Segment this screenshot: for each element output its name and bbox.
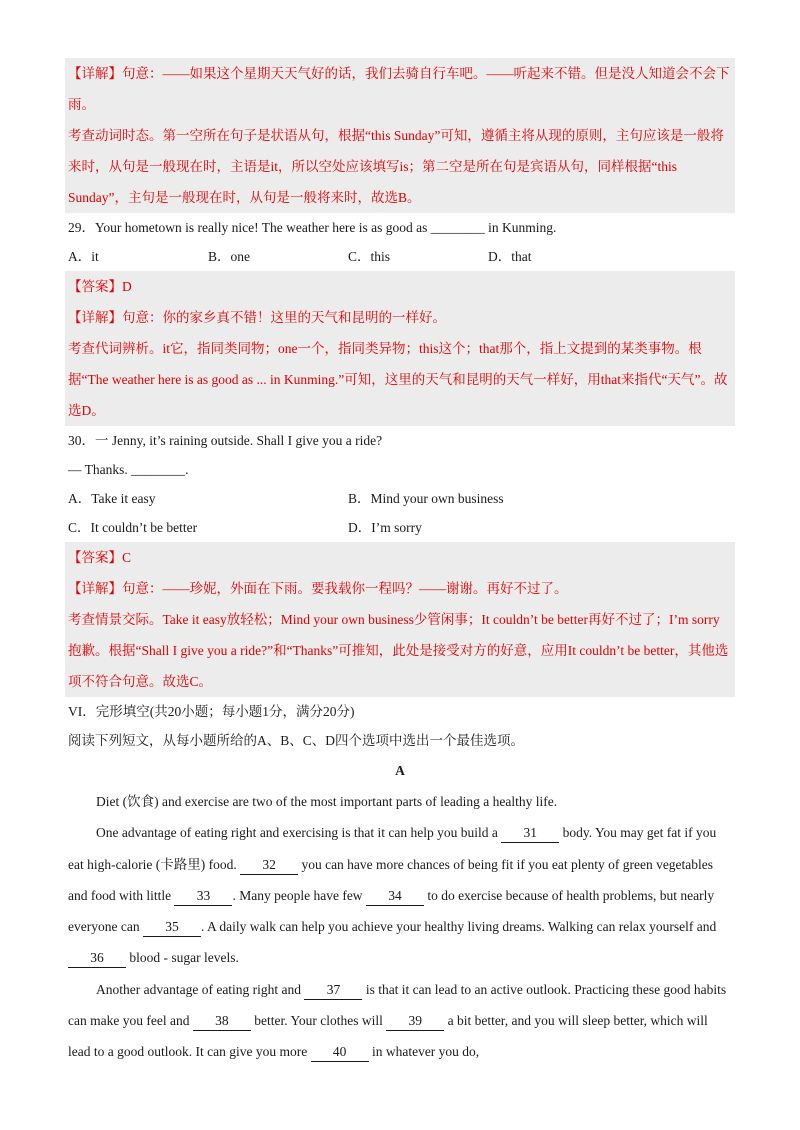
page: [68, 58, 732, 1068]
section-title: VI．完形填空(共20小题；每小题1分，满分20分): [68, 704, 355, 719]
q28-detail: 【详解】句意：——如果这个星期天天气好的话，我们去骑自行车吧。——听起来不错。但是没人知道会不会下雨。: [68, 66, 730, 112]
q28-explanation-box: [65, 58, 735, 213]
passage-text: to do exercise because of health problems, but nearly everyone can: [68, 887, 715, 935]
q29-explanation-box: [65, 271, 735, 426]
passage-text: blood - sugar levels.: [126, 950, 239, 966]
q29-option-d: D．that: [488, 249, 532, 264]
cloze-blank-32: 32: [240, 856, 298, 875]
passage-text: . A daily walk can help you achieve your healthy living dreams. Walking can relax yourself and: [200, 919, 717, 935]
passage-paragraph-2: [68, 817, 732, 973]
section-instruction: 阅读下列短文，从每小题所给的A、B、C、D四个选项中选出一个最佳选项。: [68, 733, 525, 748]
cloze-blank-40: 40: [311, 1043, 369, 1062]
passage-text: better. Your clothes will: [250, 1013, 387, 1029]
cloze-blank-34: 34: [366, 887, 424, 906]
cloze-blank-31: 31: [501, 824, 559, 843]
passage-text: a bit better, and you will sleep better, which will lead to a good outlook. It can give you more: [68, 1013, 708, 1060]
q29-stem: 29．Your hometown is really nice! The weather here is as good as ________ in Kunming.: [68, 220, 557, 235]
q30-explanation-box: [65, 542, 735, 697]
q29-option-a: A．it: [68, 249, 99, 264]
passage-paragraph-1: Diet (饮食) and exercise are two of the most important parts of leading a healthy life.: [96, 794, 558, 809]
q30-option-a: A．Take it easy: [68, 491, 156, 506]
cloze-blank-35: 35: [143, 918, 201, 937]
q29-detail: 【详解】句意：你的家乡真不错！这里的天气和昆明的一样好。: [68, 310, 446, 325]
q29-analysis: 考查代词辨析。it它，指同类同物；one一个，指同类异物；this这个；that那个，指上文提到的某类事物。根据“The weather here is as good as ... in Kunming.”可知，这里的天气和昆明的天气一样好，用that来指代“天气”。故选D。: [68, 341, 728, 418]
passage-text: in whatever you do,: [368, 1044, 480, 1060]
passage-text: body. You may get fat if you eat high-calorie (卡路里) food.: [68, 825, 717, 872]
passage-paragraph-3: [68, 974, 732, 1068]
q30-analysis: 考查情景交际。Take it easy放轻松；Mind your own business少管闲事；It couldn’t be better再好不过了；I’m sorry抱歉。根据“Shall I give you a ride?”和“Thanks”可推知，此处是接受对方的好意，应用It couldn’t be better，其他选项不符合句意。故选C。: [68, 612, 729, 689]
cloze-blank-39: 39: [386, 1012, 444, 1031]
q30-options-row1: [68, 484, 732, 513]
passage-text: Another advantage of eating right and: [96, 981, 305, 997]
q29-option-b: B．one: [208, 249, 250, 264]
q30-options-row2: [68, 513, 732, 542]
q29-option-c: C．this: [348, 249, 391, 264]
q30-stem-line2: — Thanks. ________.: [68, 462, 189, 477]
passage-text: you can have more chances of being fit if you eat plenty of green vegetables and food with little: [68, 856, 714, 903]
q30-option-d: D．I’m sorry: [348, 520, 422, 535]
q30-option-b: B．Mind your own business: [348, 491, 504, 506]
passage-label: A: [395, 763, 405, 778]
q30-answer: 【答案】C: [68, 550, 132, 565]
q29-answer: 【答案】D: [68, 279, 132, 294]
cloze-blank-37: 37: [304, 981, 362, 1000]
passage-text: is that it can lead to an active outlook. Practicing these good habits can make you feel and: [68, 981, 727, 1029]
cloze-blank-33: 33: [174, 887, 232, 906]
q29-options: [68, 242, 732, 271]
q30-stem-line1: 30．一 Jenny, it’s raining outside. Shall I give you a ride?: [68, 433, 383, 448]
cloze-blank-38: 38: [193, 1012, 251, 1031]
passage-text: . Many people have few: [232, 887, 366, 903]
q30-option-c: C．It couldn’t be better: [68, 520, 198, 535]
passage-text: One advantage of eating right and exercising is that it can help you build a: [96, 825, 502, 841]
cloze-blank-36: 36: [68, 949, 126, 968]
q30-detail: 【详解】句意：——珍妮，外面在下雨。要我载你一程吗？——谢谢。再好不过了。: [68, 581, 568, 596]
q28-analysis: 考查动词时态。第一空所在句子是状语从句，根据“this Sunday”可知，遵循主将从现的原则，主句应该是一般将来时，从句是一般现在时，主语是it，所以空处应该填写is；第二空是所在句是宾语从句，同样根据“this Sunday”，主句是一般现在时，从句是一般将来时，故选B。: [68, 128, 724, 205]
